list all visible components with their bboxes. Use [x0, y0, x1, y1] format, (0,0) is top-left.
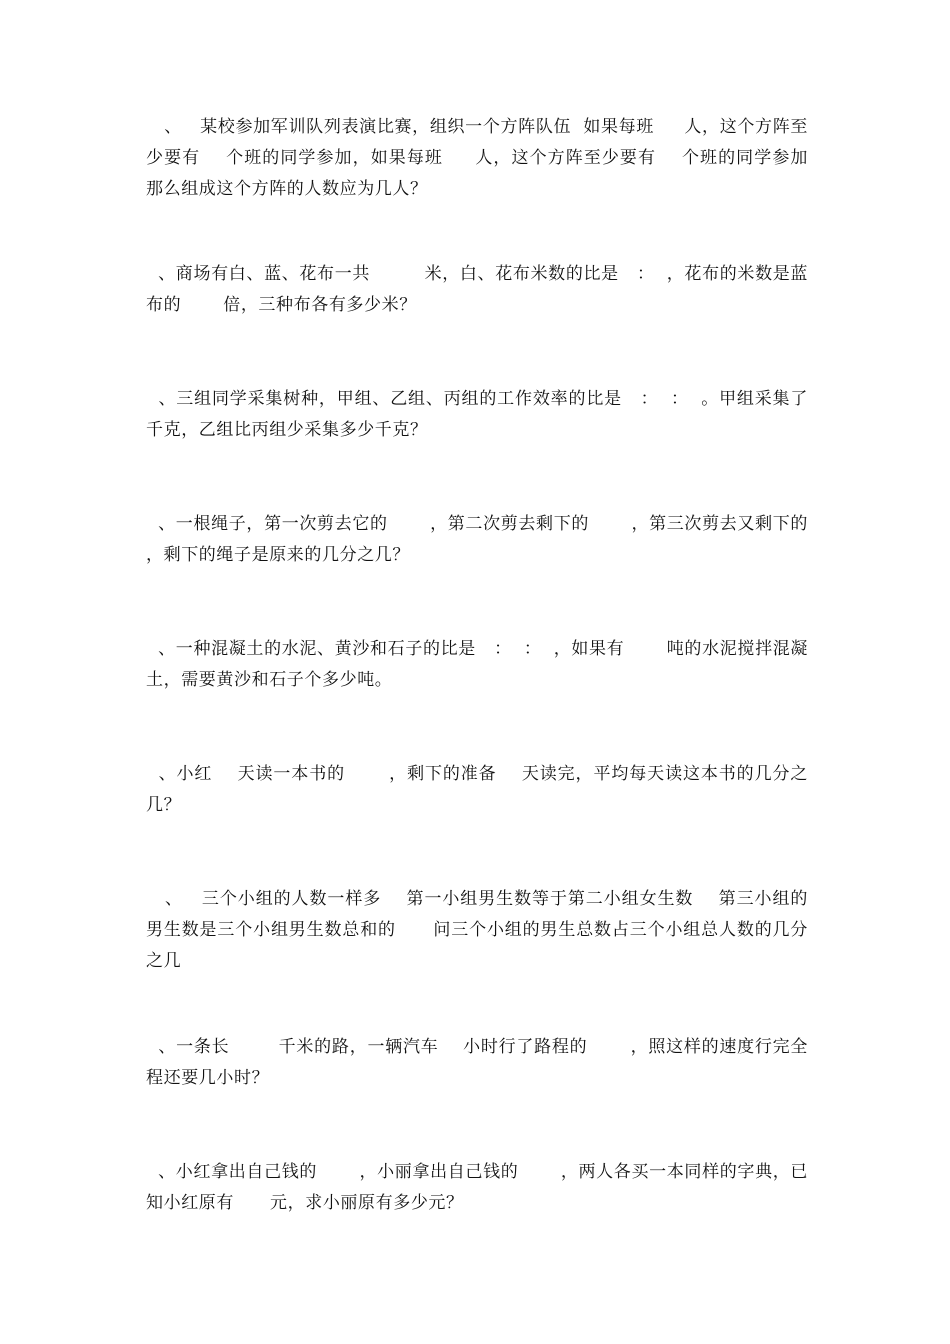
problem-4: 、一根绳子，第一次剪去它的 ，第二次剪去剩下的 ，第三次剪去又剩下的 ，剩下的绳子是原来的几分之几？: [146, 514, 851, 565]
problem-9: 、小红拿出自己钱的 ，小丽拿出自己钱的 ，两人各买一本同样的字典，已知小红原有 元，求小丽原有多少元？: [146, 1162, 808, 1213]
problem-2: 、商场有白、蓝、花布一共 米，白、花布米数的比是 ： ，花布的米数是蓝布的 倍，三种布各有多少米？: [146, 264, 808, 315]
problem-6: 、小红 天读一本书的 ，剩下的准备 天读完，平均每天读这本书的几分之几？: [146, 764, 808, 815]
problem-7: 、 三个小组的人数一样多 第一小组男生数等于第二小组女生数 第三小组的男生数是三个小组男生数总和的 问三个小组的男生总数占三个小组总人数的几分之几: [146, 889, 808, 971]
problem-3: 、三组同学采集树种，甲组、乙组、丙组的工作效率的比是 ： ： 。甲组采集了 千克，乙组比丙组少采集多少千克？: [146, 389, 845, 440]
problem-1: 、 某校参加军训队列表演比赛，组织一个方阵队伍 如果每班 人，这个方阵至少要有 个班的同学参加，如果每班 人，这个方阵至少要有 个班的同学参加 那么组成这个方阵的人数应为几人？: [146, 117, 821, 199]
problem-5: 、一种混凝土的水泥、黄沙和石子的比是 ： ： ，如果有 吨的水泥搅拌混凝土，需要黄沙和石子个多少吨。: [146, 639, 808, 690]
problem-8: 、一条长 千米的路，一辆汽车 小时行了路程的 ，照这样的速度行完全程还要几小时？: [146, 1037, 808, 1088]
